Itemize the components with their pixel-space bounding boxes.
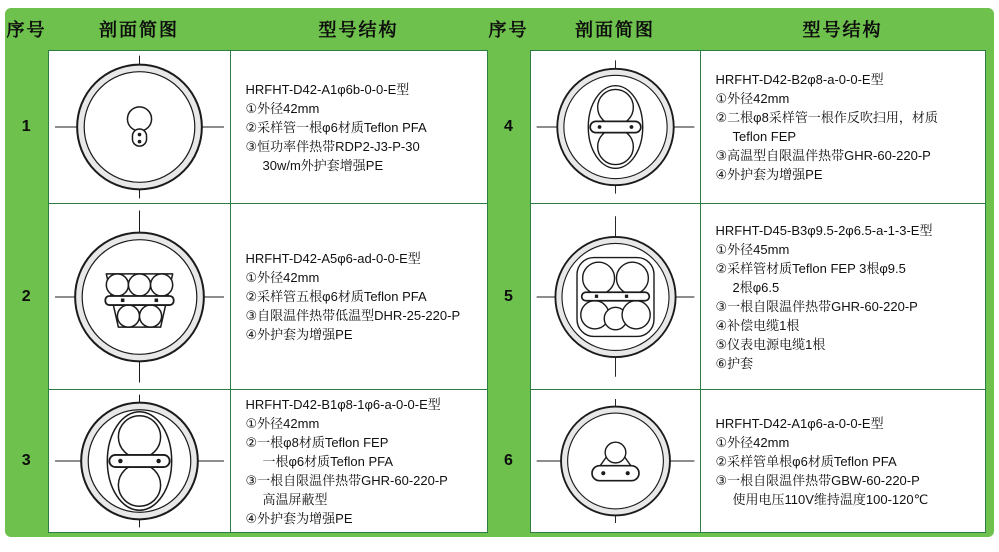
- table-row: [5, 390, 985, 533]
- model-spec-line: 使用电压110V维持温度100-120℃: [732, 491, 929, 507]
- model-spec-line: ③一根自限温伴热带GHR-60-220-P: [245, 472, 448, 488]
- product-spec-table: [5, 8, 986, 533]
- serial-cell: [487, 204, 530, 390]
- model-structure-cell: [230, 390, 487, 533]
- serial-number: 3: [21, 452, 31, 469]
- conductor-dot: [625, 471, 629, 475]
- model-spec-line: ④外护套为增强PE: [715, 167, 823, 182]
- sampling-tube: [597, 89, 633, 125]
- model-spec-line: ④外护套为增强PE: [245, 327, 353, 342]
- sampling-tube: [616, 262, 648, 294]
- conductor-dot: [594, 295, 597, 298]
- model-spec-line: ②二根φ8采样管一根作反吹扫用，材质: [715, 110, 938, 125]
- conductor-dot: [156, 459, 160, 463]
- sampling-tube: [106, 274, 128, 296]
- model-title: HRFHT-D42-B1φ8-1φ6-a-0-0-E型: [245, 396, 441, 412]
- model-spec-line: 30w/m外护套增强PE: [262, 157, 384, 173]
- diagram-cell: [48, 51, 230, 204]
- model-spec-line: ①外径42mm: [245, 270, 320, 285]
- model-spec-line: ③自限温伴热带低温型DHR-25-220-P: [245, 308, 461, 323]
- model-spec-line: ④补偿电缆1根: [715, 317, 800, 333]
- col-header-diagram: 剖面简图: [99, 20, 179, 40]
- model-title: HRFHT-D42-A1φ6-a-0-0-E型: [715, 415, 884, 431]
- diagram-cell: [530, 51, 700, 204]
- conductor-dot: [601, 471, 605, 475]
- model-spec-line: ②一根φ8材质Teflon FEP: [245, 434, 389, 450]
- model-spec-line: ③高温型自限温伴热带GHR-60-220-P: [715, 148, 931, 163]
- model-spec-line: ②采样管五根φ6材质Teflon PFA: [245, 289, 427, 304]
- model-structure-cell: [230, 51, 487, 204]
- serial-cell: [487, 51, 530, 204]
- header-row: [5, 8, 985, 51]
- sampling-tube: [139, 305, 161, 327]
- conductor-dot: [597, 125, 601, 129]
- cross-section-1-tube-with-heater-icon: [531, 390, 700, 532]
- sampling-tube: [597, 129, 633, 165]
- conductor-dot: [120, 299, 124, 303]
- diagram-cell: [48, 390, 230, 533]
- conductor-dot: [624, 295, 627, 298]
- cross-section-2-tubes-with-heater-icon: [531, 51, 700, 203]
- model-structure-cell: [700, 390, 985, 533]
- serial-cell: [5, 51, 48, 204]
- model-spec-line: ①外径42mm: [715, 434, 790, 450]
- model-structure-cell: [700, 204, 985, 390]
- cross-section-1-tube-with-heater-icon: [49, 51, 230, 203]
- model-title: HRFHT-D42-A5φ6-ad-0-0-E型: [245, 251, 421, 266]
- col-header-serial: 序号: [488, 20, 529, 41]
- model-spec-line: 高温屏蔽型: [262, 491, 328, 507]
- sampling-tube: [118, 464, 160, 506]
- model-spec-line: Teflon FEP: [732, 129, 797, 144]
- serial-number: 2: [21, 287, 31, 305]
- col-header-serial: 序号: [6, 20, 47, 41]
- serial-number: 5: [504, 287, 513, 305]
- model-spec-line: ④外护套为增强PE: [245, 510, 353, 526]
- model-spec-line: ①外径42mm: [245, 415, 320, 431]
- model-spec-line: ⑥护套: [715, 355, 754, 371]
- heat-trace-band: [592, 466, 639, 481]
- conductor-dot: [137, 133, 141, 137]
- serial-cell: [5, 204, 48, 390]
- conductor-dot: [137, 140, 141, 144]
- serial-cell: [487, 390, 530, 533]
- sampling-tube: [150, 274, 172, 296]
- diagram-cell: [530, 204, 700, 390]
- sampling-tube: [128, 274, 150, 296]
- serial-number: 4: [504, 118, 513, 135]
- model-title: HRFHT-D45-B3φ9.5-2φ6.5-a-1-3-E型: [715, 222, 933, 238]
- model-spec-line: ③恒功率伴热带RDP2-J3-P-30: [245, 138, 420, 154]
- model-spec-line: ②采样管材质Teflon FEP 3根φ9.5: [715, 260, 906, 276]
- serial-number: 6: [504, 452, 513, 469]
- sampling-tube: [582, 262, 614, 294]
- conductor-dot: [629, 125, 633, 129]
- model-title: HRFHT-D42-B2φ8-a-0-0-E型: [715, 72, 884, 87]
- sampling-tube: [622, 301, 650, 329]
- model-spec-line: 一根φ6材质Teflon PFA: [262, 453, 394, 469]
- heat-trace-band: [132, 129, 146, 146]
- model-structure-cell: [230, 204, 487, 390]
- cross-section-5-tubes-with-heater-icon: [531, 204, 700, 389]
- serial-cell: [5, 390, 48, 533]
- serial-number: 1: [21, 118, 31, 135]
- diagram-cell: [530, 390, 700, 533]
- model-title: HRFHT-D42-A1φ6b-0-0-E型: [245, 81, 410, 97]
- sampling-tube: [605, 442, 626, 463]
- sampling-tube: [118, 416, 160, 458]
- sampling-tube: [127, 107, 151, 131]
- model-spec-line: ③一根自限温伴热带GHR-60-220-P: [715, 298, 918, 314]
- conductor-dot: [118, 459, 122, 463]
- table-row: [5, 51, 985, 204]
- model-spec-line: ③一根自限温伴热带GBW-60-220-P: [715, 472, 920, 488]
- model-spec-line: ②采样管单根φ6材质Teflon PFA: [715, 453, 897, 469]
- model-spec-line: ①外径42mm: [245, 100, 320, 116]
- conductor-dot: [154, 299, 158, 303]
- sampling-tube: [117, 305, 139, 327]
- model-spec-line: 2根φ6.5: [732, 279, 780, 295]
- model-spec-line: ①外径42mm: [715, 91, 790, 106]
- col-header-model: 型号结构: [802, 20, 883, 40]
- col-header-diagram: 剖面简图: [575, 20, 655, 40]
- cross-section-5-tubes-with-heater-icon: [49, 204, 230, 389]
- heat-trace-band: [581, 292, 649, 300]
- model-structure-cell: [700, 51, 985, 204]
- heat-trace-band: [105, 296, 173, 305]
- col-header-model: 型号结构: [318, 20, 399, 40]
- model-spec-line: ⑤仪表电源电缆1根: [715, 336, 826, 352]
- catalog-panel: [5, 8, 994, 537]
- model-spec-line: ②采样管一根φ6材质Teflon PFA: [245, 119, 427, 135]
- table-row: [5, 204, 985, 390]
- diagram-cell: [48, 204, 230, 390]
- cross-section-2-tubes-with-heater-icon: [49, 390, 230, 532]
- model-spec-line: ①外径45mm: [715, 241, 790, 257]
